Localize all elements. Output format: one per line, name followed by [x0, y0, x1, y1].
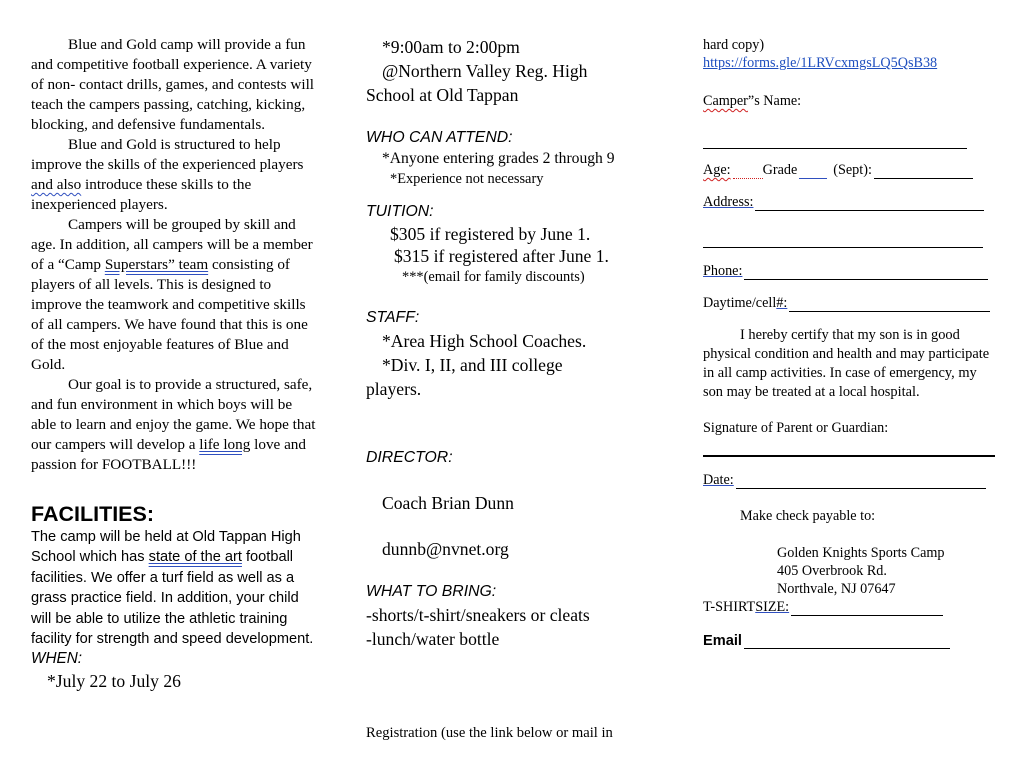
tuition-heading: TUITION: [366, 203, 434, 220]
tshirt-label-a: T-SHIRT [703, 599, 756, 615]
age-field[interactable] [733, 162, 763, 179]
camper-name-label [703, 92, 998, 110]
address-field-2[interactable] [703, 231, 983, 248]
age-grade-row [703, 161, 973, 179]
address-row [703, 193, 984, 211]
when-time: *9:00am to 2:00pm [382, 37, 520, 57]
director-heading: DIRECTOR: [366, 449, 453, 466]
date-row [703, 471, 986, 489]
intro-p3-text-a: Campers will be grouped by skill and age. In addition, all campers will be a member of a “Camp [31, 216, 313, 273]
payee-street: 405 Overbrook Rd. [777, 563, 887, 579]
staff-heading: STAFF: [366, 309, 420, 326]
when-place-a: @Northern Valley Reg. High [382, 61, 588, 81]
when-place-b: School at Old Tappan [366, 85, 519, 105]
daytime-field[interactable] [789, 295, 990, 312]
tuition-line-3: ***(email for family discounts) [402, 269, 585, 285]
registration-link[interactable]: https://forms.gle/1LRVcxmgsLQ5QsB38 [703, 55, 938, 71]
facilities-body [31, 527, 321, 649]
column-details [366, 0, 666, 777]
intro-paragraph-3 [31, 215, 321, 375]
tuition-line-2: $315 if registered after June 1. [394, 246, 609, 266]
who-heading: WHO CAN ATTEND: [366, 129, 513, 146]
daytime-row [703, 294, 990, 312]
intro-p4-text-b: life long [199, 436, 251, 453]
sept-label: (Sept): [833, 162, 872, 178]
date-field[interactable] [736, 472, 986, 489]
registration-continued: hard copy) [703, 37, 765, 53]
email-row [703, 632, 950, 649]
intro-p2-text-b: and also [31, 176, 82, 193]
facilities-body-a: The camp will be held at Old Tappan High School which has [31, 529, 301, 566]
camper-name-label-a: Camper [703, 93, 748, 109]
staff-line-3: players. [366, 379, 422, 399]
phone-label: Phone: [703, 263, 743, 279]
intro-p3-text-c: consisting of players of all levels. This is designed to improve the teamwork and competitive skills of all campers. We have found that this is one of the most enjoyable features of Blue and Gold. [31, 256, 308, 373]
payee-city: Northvale, NJ 07647 [777, 581, 896, 597]
column-registration-form [703, 0, 998, 777]
tshirt-size-field[interactable] [791, 599, 943, 616]
director-email: dunnb@nvnet.org [382, 539, 509, 559]
certification-text: I hereby certify that my son is in good physical condition and health and may participate in all camp activities. In case of emergency, my son may be treated at a local hospital. [703, 327, 990, 400]
tuition-line-1: $305 if registered by June 1. [390, 224, 591, 244]
bring-line-1: -shorts/t-shirt/sneakers or cleats [366, 605, 590, 625]
phone-field[interactable] [744, 263, 988, 280]
camper-name-label-b: ” [747, 93, 755, 109]
intro-paragraph-2 [31, 135, 321, 215]
sept-field[interactable] [874, 162, 973, 179]
staff-line-1: *Area High School Coaches. [382, 331, 587, 351]
tshirt-label-b: SIZE: [755, 599, 790, 615]
intro-paragraph-4 [31, 375, 321, 475]
facilities-heading: FACILITIES: [31, 502, 155, 526]
when-heading: WHEN: [31, 650, 82, 668]
when-dates: *July 22 to July 26 [47, 671, 181, 692]
bring-line-2: -lunch/water bottle [366, 629, 500, 649]
camper-name-label-c: s Name: [754, 93, 802, 109]
camper-name-field[interactable] [703, 132, 967, 149]
registration-line: Registration (use the link below or mail in [366, 725, 613, 741]
intro-p1-text: Blue and Gold camp will provide a fun and competitive football experience. A variety of non- contact drills, games, and contests will teach the campers passing, catching, kicking, blocking, and defensive fundamentals. [31, 36, 315, 133]
intro-p4-text-a: Our goal is to provide a structured, safe, and fun environment in which boys will be able to learn and enjoy the game. We hope that our campers will develop a [31, 376, 316, 453]
email-label: Email [703, 633, 742, 649]
tshirt-row [703, 598, 943, 616]
who-line-1: *Anyone entering grades 2 through 9 [382, 150, 615, 167]
facilities-body-b: state of the art [148, 549, 242, 566]
address-label: Address: [703, 194, 754, 210]
payee-name: Golden Knights Sports Camp [777, 545, 945, 561]
intro-p2-text-a: Blue and Gold is structured to help improve the skills of the experienced players [31, 136, 304, 173]
intro-p3-text-b: Superstars” team [104, 256, 209, 273]
grade-field[interactable] [799, 162, 827, 179]
bring-heading: WHAT TO BRING: [366, 583, 497, 600]
director-name: Coach Brian Dunn [382, 493, 514, 513]
who-line-2: *Experience not necessary [390, 171, 544, 187]
intro-p4-text-c: love and passion for FOOTBALL!!! [31, 436, 306, 473]
grade-label: Grade [762, 162, 798, 178]
facilities-body-c: football facilities. We offer a turf field as well as a grass practice field. In addition, your child will be able to utilize the athletic training facility for strength and speed development. [31, 549, 314, 648]
address-field-1[interactable] [755, 194, 984, 211]
registration-link-line [703, 54, 998, 72]
intro-paragraph-1 [31, 35, 321, 135]
column-intro [31, 0, 321, 777]
email-field[interactable] [744, 632, 950, 649]
age-label: Age: [703, 162, 731, 178]
intro-p2-text-c: introduce these skills to the inexperienced players. [31, 176, 252, 213]
payable-label: Make check payable to: [740, 508, 876, 524]
daytime-label-b: #: [776, 295, 788, 311]
phone-row [703, 262, 988, 280]
date-label: Date: [703, 472, 734, 488]
daytime-label-a: Daytime/cell [703, 295, 777, 311]
staff-line-2: *Div. I, II, and III college [382, 355, 563, 375]
signature-label: Signature of Parent or Guardian: [703, 420, 889, 436]
